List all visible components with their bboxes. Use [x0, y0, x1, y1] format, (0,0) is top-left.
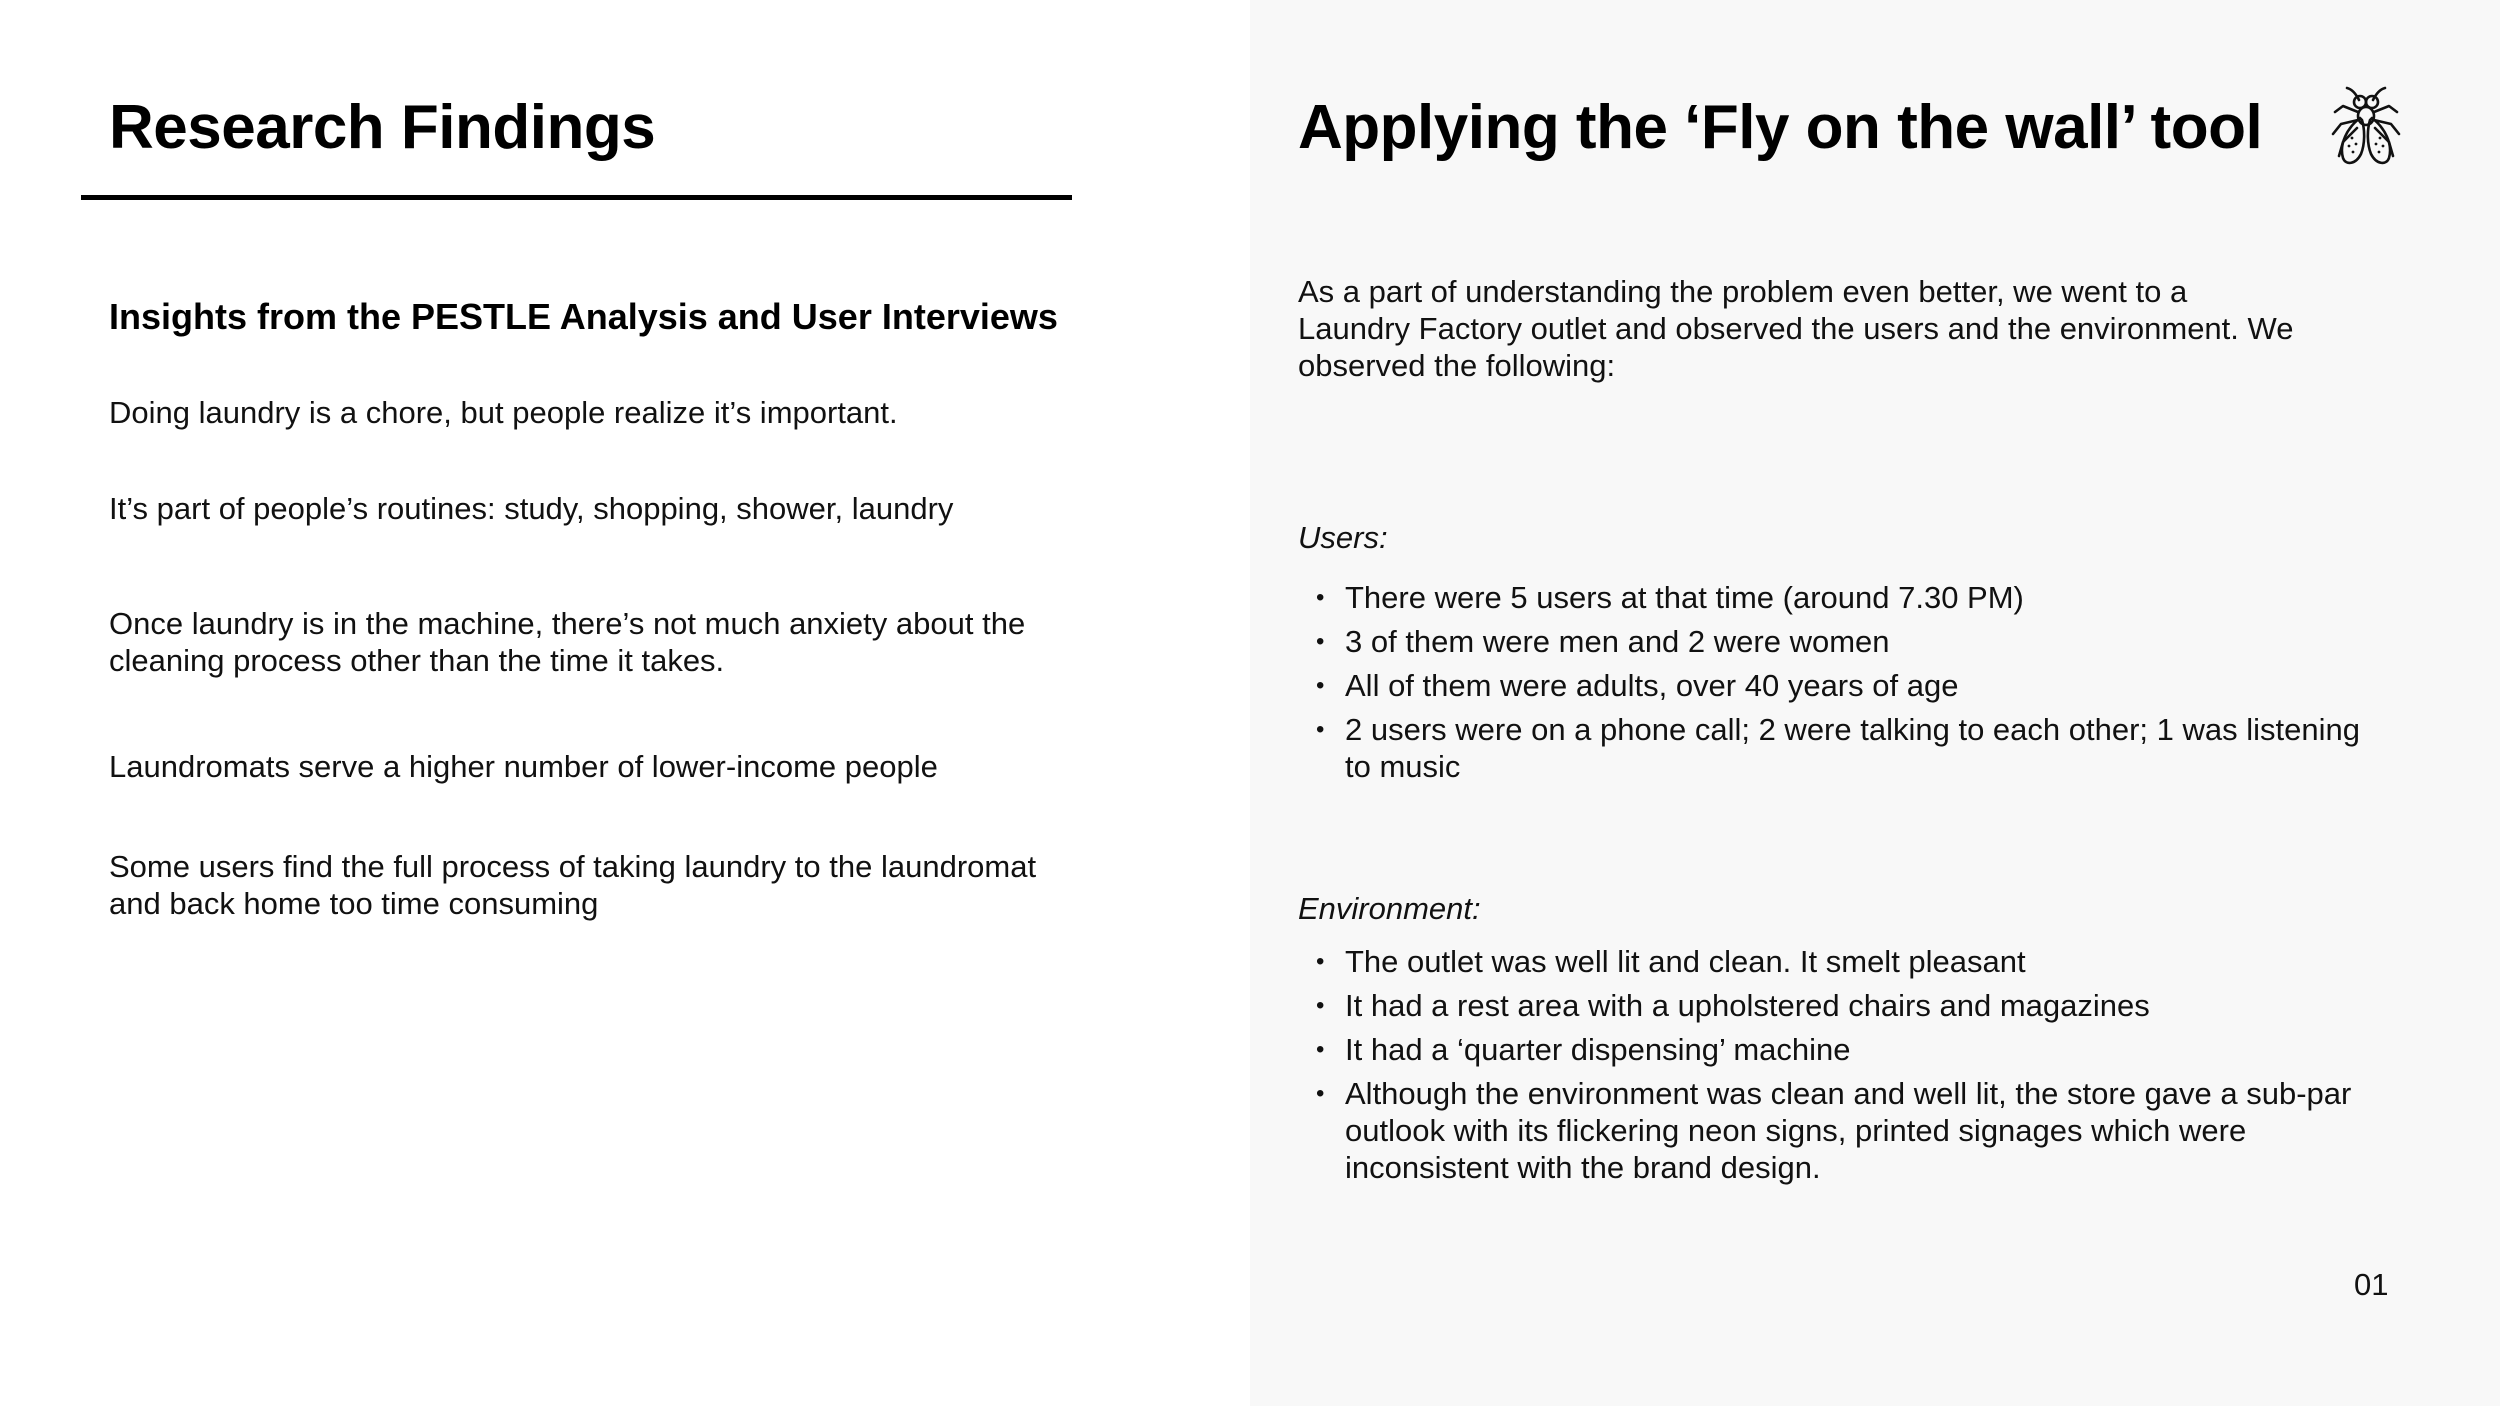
- list-item: • It had a ‘quarter dispensing’ machine: [1298, 1031, 2378, 1068]
- fly-on-the-wall-title: Applying the ‘Fly on the wall’ tool: [1298, 93, 2263, 162]
- title-divider: [81, 195, 1072, 200]
- finding-item: Doing laundry is a chore, but people realize it’s important.: [109, 395, 898, 430]
- list-item: • 2 users were on a phone call; 2 were talking to each other; 1 was listening to music: [1298, 711, 2378, 785]
- environment-list: [1298, 943, 2378, 1193]
- page-number: 01: [2354, 1267, 2389, 1302]
- observation-intro: As a part of understanding the problem even better, we went to a Laundry Factory outlet and observed the users and the environment. We observed the following:: [1298, 274, 2294, 383]
- research-findings-title: Research Findings: [109, 93, 656, 162]
- list-item: • All of them were adults, over 40 years of age: [1298, 667, 2378, 704]
- finding-item: Once laundry is in the machine, there’s not much anxiety about the cleaning process other than the time it takes.: [109, 606, 1026, 678]
- finding-item: Some users find the full process of taking laundry to the laundromat and back home too time consuming: [109, 849, 1037, 921]
- list-item: • 3 of them were men and 2 were women: [1298, 623, 2378, 660]
- environment-label: Environment:: [1298, 891, 1481, 926]
- list-item: • It had a rest area with a upholstered chairs and magazines: [1298, 987, 2378, 1024]
- fly-icon: [2325, 82, 2407, 168]
- list-item: • The outlet was well lit and clean. It smelt pleasant: [1298, 943, 2378, 980]
- finding-item: It’s part of people’s routines: study, shopping, shower, laundry: [109, 491, 954, 526]
- insights-subheading: Insights from the PESTLE Analysis and User Interviews: [109, 296, 1058, 337]
- users-label: Users:: [1298, 520, 1388, 555]
- list-item: • There were 5 users at that time (around 7.30 PM): [1298, 579, 2378, 616]
- finding-item: Laundromats serve a higher number of lower-income people: [109, 749, 938, 784]
- users-list: [1298, 579, 2378, 792]
- list-item: • Although the environment was clean and well lit, the store gave a sub-par outlook with its flickering neon signs, printed signages which were inconsistent with the brand design.: [1298, 1075, 2378, 1186]
